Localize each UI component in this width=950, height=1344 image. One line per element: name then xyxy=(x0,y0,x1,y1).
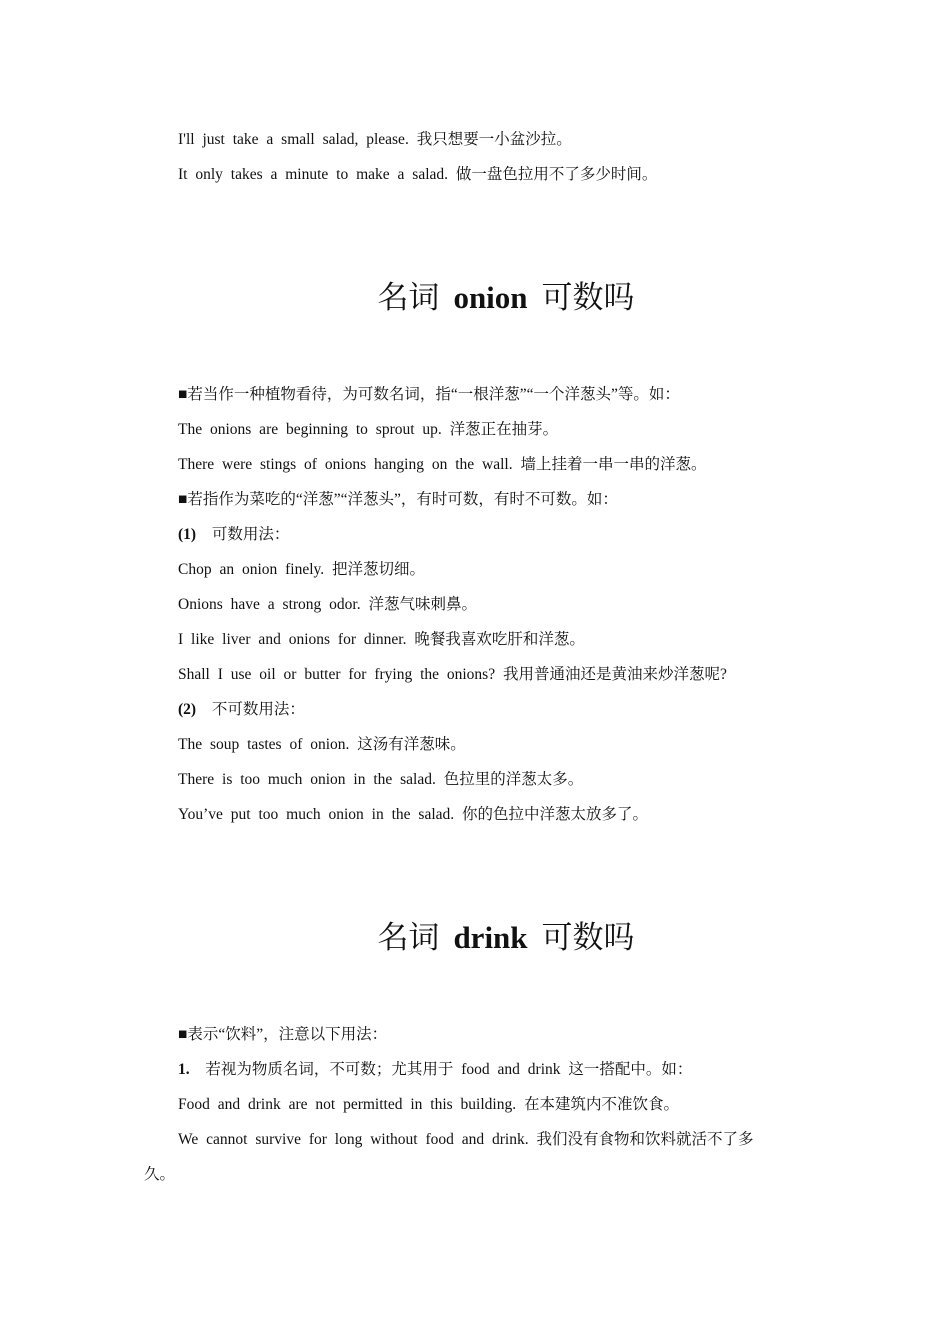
example-sentence: Onions have a strong odor. 洋葱气味刺鼻。 xyxy=(178,596,477,613)
bullet-point: ■表示“饮料”，注意以下用法： xyxy=(178,1026,388,1043)
heading-prefix: 名词 xyxy=(377,280,440,315)
bullet-point: ■若当作一种植物看待，为可数名词，指“一根洋葱”“一个洋葱头”等。如： xyxy=(178,386,680,403)
example-sentence: I'll just take a small salad, please. 我只想要一小盆沙拉。 xyxy=(178,131,572,148)
heading-word: onion xyxy=(453,280,528,315)
point-number: 1. xyxy=(178,1061,190,1078)
example-sentence: You’ve put too much onion in the salad. 你的色拉中洋葱太放多了。 xyxy=(178,806,649,823)
example-sentence: The onions are beginning to sprout up. 洋葱正在抽芽。 xyxy=(178,421,559,438)
example-sentence: It only takes a minute to make a salad. 做一盘色拉用不了多少时间。 xyxy=(178,166,658,183)
example-sentence: Food and drink are not permitted in this building. 在本建筑内不准饮食。 xyxy=(178,1096,679,1113)
example-sentence: I like liver and onions for dinner. 晚餐我喜欢吃肝和洋葱。 xyxy=(178,631,585,648)
example-sentence: There were stings of onions hanging on the wall. 墙上挂着一串一串的洋葱。 xyxy=(178,456,707,473)
bullet-point: ■若指作为菜吃的“洋葱”“洋葱头”，有时可数，有时不可数。如： xyxy=(178,491,618,508)
point-text: 若视为物质名词，不可数；尤其用于 food and drink 这一搭配中。如： xyxy=(205,1061,693,1078)
subheading-countable xyxy=(178,525,289,545)
example-sentence: Chop an onion finely. 把洋葱切细。 xyxy=(178,561,426,578)
subheading-number: (1) xyxy=(178,526,197,543)
heading-prefix: 名词 xyxy=(377,920,440,955)
heading-suffix: 可数吗 xyxy=(541,920,635,955)
section-heading-drink xyxy=(0,918,950,958)
example-sentence: Shall I use oil or butter for frying the onions? 我用普通油还是黄油来炒洋葱呢? xyxy=(178,666,727,683)
example-sentence-continuation: 久。 xyxy=(144,1166,176,1183)
section-heading-onion xyxy=(0,278,950,318)
example-sentence: There is too much onion in the salad. 色拉里的洋葱太多。 xyxy=(178,771,584,788)
numbered-point xyxy=(178,1060,692,1080)
subheading-number: (2) xyxy=(178,701,197,718)
heading-word: drink xyxy=(453,920,528,955)
example-sentence: The soup tastes of onion. 这汤有洋葱味。 xyxy=(178,736,466,753)
subheading-uncountable xyxy=(178,700,305,720)
subheading-label: 可数用法： xyxy=(211,526,290,543)
example-sentence: We cannot survive for long without food and drink. 我们没有食物和饮料就活不了多 xyxy=(178,1131,754,1148)
heading-suffix: 可数吗 xyxy=(541,280,635,315)
subheading-label: 不可数用法： xyxy=(211,701,305,718)
